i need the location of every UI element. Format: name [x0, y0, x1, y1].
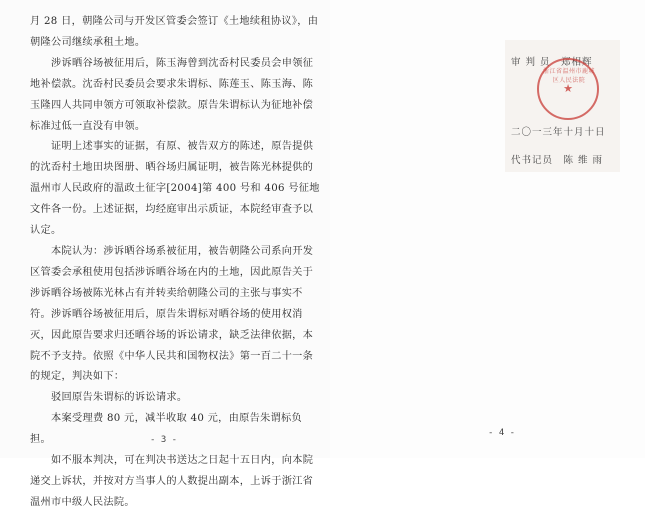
seal-ring-text: 浙江省温州市鹿城区人民法院 [543, 68, 596, 84]
paragraph-ruling: 驳回原告朱谓标的诉讼请求。 [51, 392, 188, 404]
court-seal [537, 58, 599, 120]
signature-block [505, 40, 620, 172]
paragraph-court-opinion: 本院认为：涉诉晒谷场系被征用，被告朝隆公司系向开发区管委会承租使用包括涉诉晒谷场在内的土地，因此原告关于涉诉晒谷场被陈光林占有并转卖给朝隆公司的主张与事实不符。涉诉晒谷场被征用后，原告朱谓标对晒谷场的使用权消灭，因此原告要求归还晒谷场的诉讼请求，缺乏法律依据，本院不予支持。依照《中华人民共和国物权法》第一百二十一条的规定，判决如下： [30, 245, 314, 383]
page-number: - 3 - [150, 435, 178, 445]
judge-signature-line: 审 判 员 郑相辉 [511, 57, 593, 68]
seal-star-icon: ★ [563, 82, 573, 95]
page-number: - 4 - [488, 428, 516, 438]
paragraph-court-fee: 本案受理费 80 元，减半收取 40 元，由原告朱谓标负担。 [30, 413, 303, 446]
paragraph-evidence: 证明上述事实的证据，有原、被告双方的陈述，原告提供的沈岙村土地田块图册、晒谷场归属证明，被告陈光林提供的温州市人民政府的温政土征字[2004]第 400 号和 406 号征地文件各一份。上述证据，均经庭审出示质证，本院经审查予以认定。 [30, 141, 320, 237]
paragraph-appeal-notice: 如不服本判决，可在判决书送达之日起十五日内，向本院递交上诉状，并按对方当事人的人数提出副本，上诉于浙江省温州市中级人民法院。 [30, 455, 314, 508]
clerk-signature-line: 代书记员 陈 维 雨 [511, 155, 604, 166]
paragraph-lease-continuation: 月 28 日，朝隆公司与开发区管委会签订《土地续租协议》，由朝隆公司继续承租土地。 [30, 16, 319, 48]
paragraph-compensation: 涉诉晒谷场被征用后，陈玉海曾到沈岙村民委员会申领征地补偿款。沈岙村民委员会要求朱谓标、陈莲玉、陈玉海、陈玉隆四人共同申领方可领取补偿款。原告朱谓标认为征地补偿标准过低一直没有申领。 [30, 57, 314, 132]
judgment-date-line: 二〇一三年十月十日 [511, 127, 606, 138]
